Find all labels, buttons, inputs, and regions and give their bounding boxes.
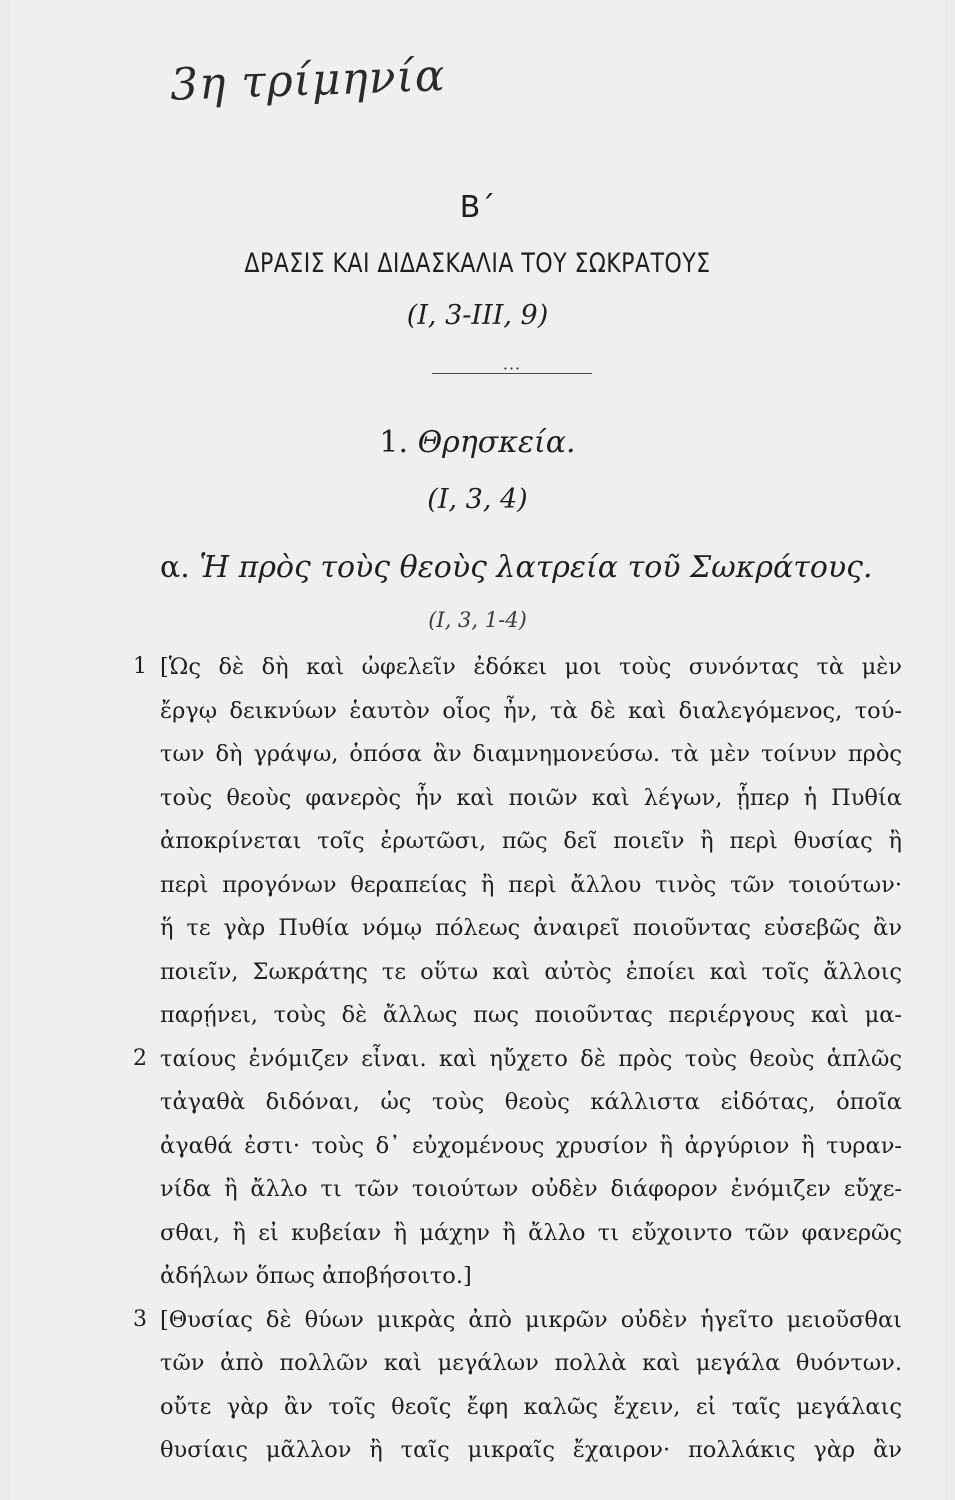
subsection-label: α. [160, 550, 190, 585]
handwritten-note: 3η τρίμηνία [169, 50, 447, 111]
text-line: περὶ προγόνων θεραπείας ἢ περὶ ἄλλου τινὸς τῶν τοιούτων· [160, 871, 902, 898]
part-title: ΔΡΑΣΙΣ ΚΑΙ ΔΙΔΑΣΚΑΛΙΑ ΤΟΥ ΣΩΚΡΑΤΟΥΣ [244, 248, 711, 279]
text-line: τἀγαθὰ διδόναι, ὡς τοὺς θεοὺς κάλλιστα εἰδότας, ὁποῖα [160, 1089, 902, 1115]
paragraph-number: 2 [133, 1045, 147, 1071]
chapter-reference: (I, 3, 4) [427, 484, 528, 515]
chapter-title: Θρησκεία. [417, 425, 576, 460]
text-line: των δὴ γράψω, ὁπόσα ἂν διαμνημονεύσω. τὰ μὲν τοίνυν πρὸς [160, 741, 902, 767]
text-line: ἀδήλων ὅπως ἀποβήσοιτο.] [160, 1263, 472, 1289]
paragraph-number: 3 [133, 1306, 147, 1332]
divider-dots: ··· [502, 359, 522, 378]
text-line: σθαι, ἢ εἰ κυβείαν ἢ μάχην ἢ ἄλλο τι εὔχοιντο τῶν φανερῶς [160, 1219, 902, 1246]
text-line: οὔτε γὰρ ἂν τοῖς θεοῖς ἔφη καλῶς ἔχειν, εἰ ταῖς μεγάλαις [160, 1393, 902, 1420]
chapter-number: 1. [379, 425, 409, 460]
part-reference: (I, 3-III, 9) [406, 300, 549, 331]
text-line: ἀγαθά ἐστι· τοὺς δ᾽ εὐχομένους χρυσίον ἢ ἀργύριον ἢ τυραν- [160, 1132, 902, 1159]
text-line: ἔργῳ δεικνύων ἑαυτὸν οἷος ἦν, τὰ δὲ καὶ διαλεγόμενος, τού- [160, 697, 902, 724]
text-line: νίδα ἢ ἄλλο τι τῶν τοιούτων οὐδὲν διάφορον ἐνόμιζεν εὔχε- [160, 1176, 902, 1202]
text-line: [Θυσίας δὲ θύων μικρὰς ἀπὸ μικρῶν οὐδὲν ἡγεῖτο μειοῦσθαι [160, 1306, 902, 1333]
text-line: τοὺς θεοὺς φανερὸς ἦν καὶ ποιῶν καὶ λέγων, ᾗπερ ἡ Πυθία [160, 784, 902, 811]
text-line: ἥ τε γὰρ Πυθία νόμῳ πόλεως ἀναιρεῖ ποιοῦντας εὐσεβῶς ἂν [160, 915, 902, 941]
text-line: ποιεῖν, Σωκράτης τε οὕτω καὶ αὐτὸς ἐποίει καὶ τοῖς ἄλλοις [160, 958, 902, 985]
text-line: ταίους ἐνόμιζεν εἶναι. καὶ ηὔχετο δὲ πρὸς τοὺς θεοὺς ἁπλῶς [160, 1045, 902, 1072]
section-letter: B΄ [459, 190, 496, 225]
subsection-reference: (I, 3, 1-4) [428, 608, 527, 632]
text-line: παρῄνει, τοὺς δὲ ἄλλως πως ποιοῦντας περιέργους καὶ μα- [160, 1002, 902, 1028]
text-line: τῶν ἀπὸ πολλῶν καὶ μεγάλων πολλὰ καὶ μεγάλα θυόντων. [160, 1350, 902, 1376]
subsection-title: Ἡ πρὸς τοὺς θεοὺς λατρεία τοῦ Σωκράτους. [199, 550, 873, 585]
text-line: ἀποκρίνεται τοῖς ἐρωτῶσι, πῶς δεῖ ποιεῖν ἢ περὶ θυσίας ἢ [160, 828, 902, 854]
text-line: θυσίαις μᾶλλον ἢ ταῖς μικραῖς ἔχαιρον· πολλάκις γὰρ ἂν [160, 1437, 902, 1463]
paragraph-number: 1 [133, 654, 147, 679]
text-line: [Ὡς δὲ δὴ καὶ ὠφελεῖν ἐδόκει μοι τοὺς συνόντας τὰ μὲν [160, 654, 902, 680]
